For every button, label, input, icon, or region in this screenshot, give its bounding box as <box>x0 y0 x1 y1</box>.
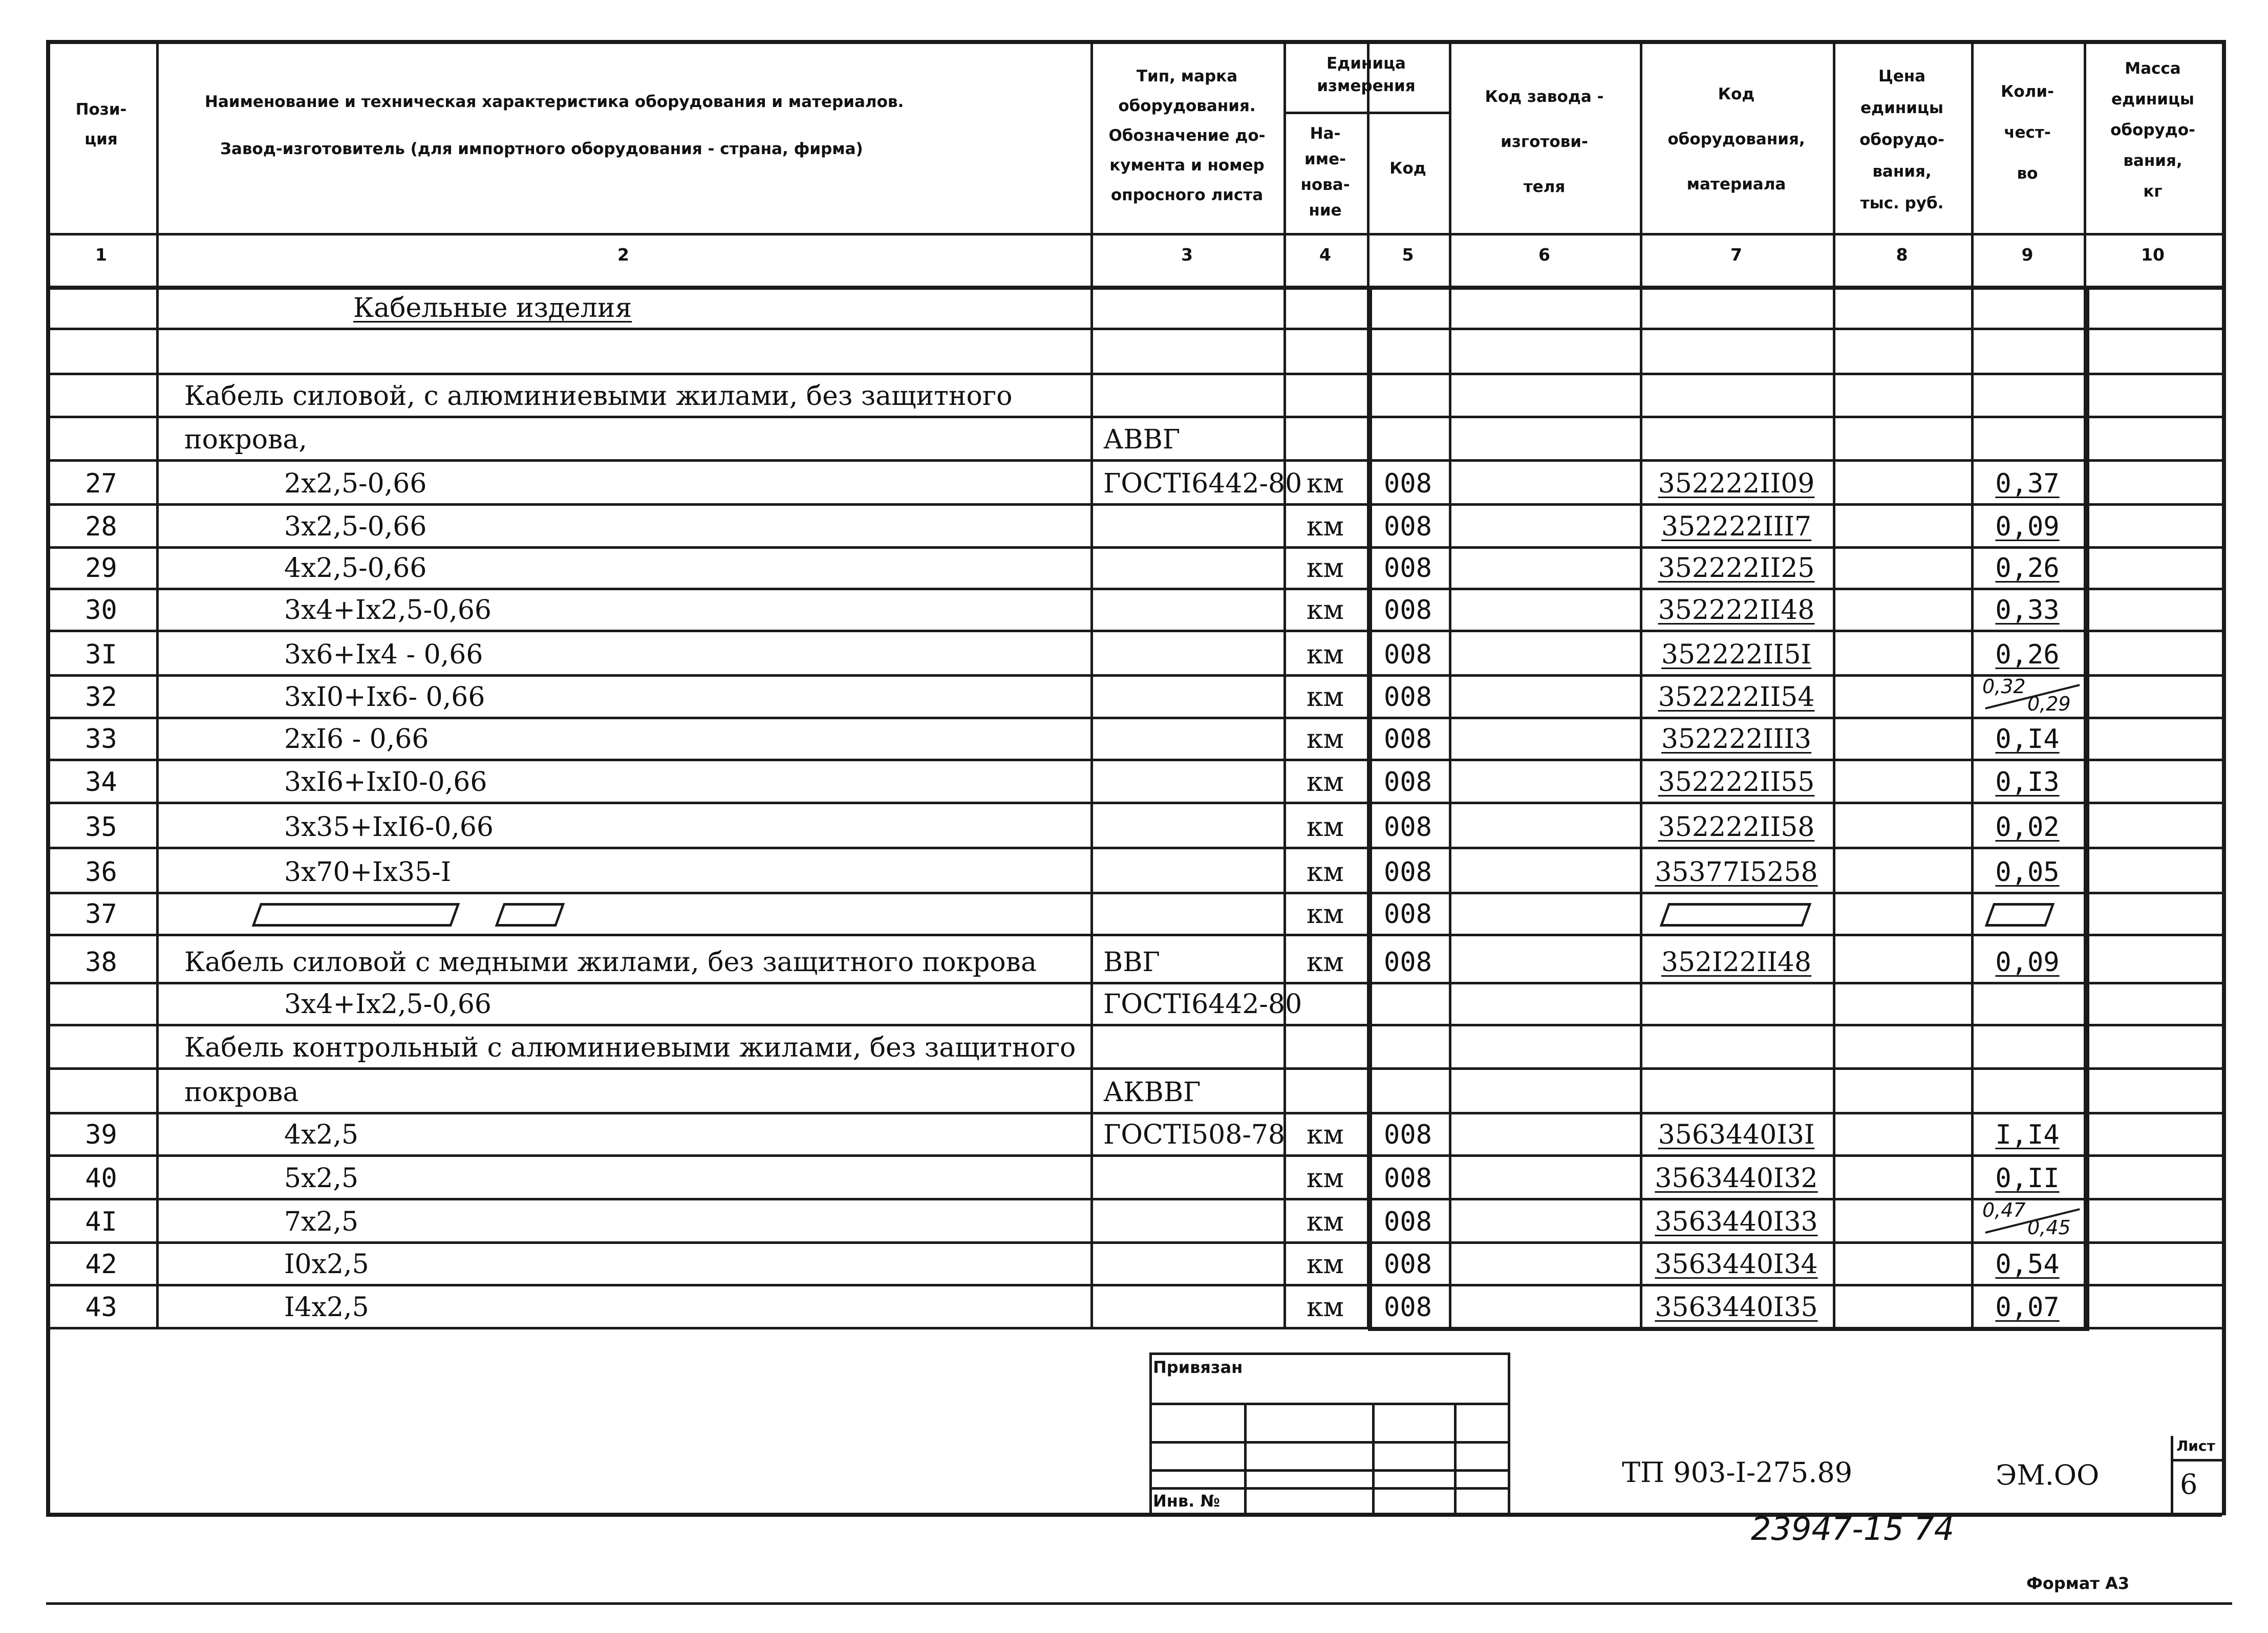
header-price: Цена <box>1878 67 1926 85</box>
sheet-number: 6 <box>2180 1468 2198 1500</box>
row-name: 2х2,5-0,66 <box>284 468 427 499</box>
row-type: ВВГ <box>1103 947 1160 978</box>
header-type: оборудования. <box>1118 97 1256 115</box>
row-unit: км <box>1307 724 1344 755</box>
sheet-box-line <box>2171 1436 2173 1515</box>
header-position: Пози- <box>75 100 127 119</box>
row-unit: км <box>1307 1120 1344 1150</box>
row-position: 34 <box>85 767 117 798</box>
deleted-entry-mark <box>252 903 460 927</box>
row-quantity: 0,26 <box>1995 553 2060 584</box>
row-unit-code: 008 <box>1384 511 1432 542</box>
row-type: АКВВГ <box>1103 1077 1201 1108</box>
header-line <box>46 233 2222 235</box>
row-name: 3х2,5-0,66 <box>284 511 427 542</box>
row-quantity: 0,09 <box>1995 511 2060 542</box>
column-line <box>2222 40 2226 1327</box>
row-name: 4х2,5 <box>284 1120 359 1150</box>
row-quantity: 0,37 <box>1995 468 2060 499</box>
column-line <box>1449 40 1451 1327</box>
row-unit-code: 008 <box>1384 468 1432 499</box>
row-line <box>46 1198 2222 1200</box>
header-price: вания, <box>1872 162 1932 181</box>
row-position: 33 <box>85 724 117 755</box>
bottom-left-border <box>46 1327 50 1515</box>
row-unit-code: 008 <box>1384 1207 1432 1237</box>
header-plant-code: Код завода - <box>1485 88 1604 106</box>
column-number: 4 <box>1319 245 1331 265</box>
row-line <box>46 459 2222 462</box>
frame-line <box>1368 1327 2089 1331</box>
quantity-old-value: 0,32 <box>1982 675 2026 698</box>
row-unit-code: 008 <box>1384 1120 1432 1150</box>
row-position: 38 <box>85 947 117 978</box>
header-unit-group: измерения <box>1317 77 1416 95</box>
row-unit: км <box>1307 468 1344 499</box>
row-unit-code: 008 <box>1384 812 1432 843</box>
bottom-right-border <box>2222 1327 2226 1515</box>
header-unit-name: име- <box>1304 150 1346 168</box>
row-unit: км <box>1307 812 1344 843</box>
row-line <box>46 892 2222 894</box>
column-number: 7 <box>1730 245 1742 265</box>
row-position: 27 <box>85 468 117 499</box>
row-line <box>46 328 2222 330</box>
sheet-box-line <box>2171 1459 2222 1462</box>
column-number: 8 <box>1896 245 1908 265</box>
header-type: опросного листа <box>1110 186 1264 204</box>
row-quantity: 0,II <box>1995 1163 2060 1194</box>
header-mass: кг <box>2143 182 2163 201</box>
row-unit: км <box>1307 857 1344 888</box>
row-line <box>46 759 2222 761</box>
row-line <box>46 373 2222 375</box>
row-position: 39 <box>85 1120 117 1150</box>
row-unit-code: 008 <box>1384 724 1432 755</box>
row-equipment-code: 352222II48 <box>1658 595 1815 626</box>
row-equipment-code: 3563440I33 <box>1655 1207 1818 1237</box>
row-name: 2хI6 - 0,66 <box>284 724 429 755</box>
row-name: 4х2,5-0,66 <box>284 553 427 584</box>
row-position: 40 <box>85 1163 117 1194</box>
header-equipment-code: Код <box>1718 85 1755 103</box>
format-label: Формат А3 <box>2026 1574 2130 1593</box>
row-type: ГОСТI6442-80 <box>1103 468 1302 499</box>
row-line <box>46 847 2222 849</box>
row-quantity: 0,26 <box>1995 639 2060 670</box>
row-line <box>46 416 2222 418</box>
row-unit-code: 008 <box>1384 899 1432 930</box>
stamp-line <box>1454 1403 1457 1515</box>
header-position: ция <box>84 130 118 148</box>
row-position: 30 <box>85 595 117 626</box>
row-position: 28 <box>85 511 117 542</box>
row-name: покрова, <box>184 424 307 455</box>
header-unit-group: Единица <box>1326 54 1406 73</box>
stamp-line <box>1149 1487 1508 1490</box>
row-unit-code: 008 <box>1384 639 1432 670</box>
row-unit: км <box>1307 1249 1344 1280</box>
row-line <box>46 674 2222 677</box>
row-name: Кабель силовой с медными жилами, без защитного покрова <box>184 947 1037 978</box>
row-unit: км <box>1307 553 1344 584</box>
column-number: 1 <box>95 245 107 265</box>
row-type: ГОСТI508-78 <box>1103 1120 1286 1150</box>
row-type: ГОСТI6442-80 <box>1103 989 1302 1020</box>
header-equipment-code: материала <box>1686 175 1786 194</box>
row-equipment-code: 3563440I35 <box>1655 1292 1818 1323</box>
header-price: тыс. руб. <box>1860 194 1944 212</box>
row-unit-code: 008 <box>1384 1249 1432 1280</box>
row-line <box>46 717 2222 719</box>
row-line <box>46 1067 2222 1070</box>
row-name: I4х2,5 <box>284 1292 369 1323</box>
row-name: I0х2,5 <box>284 1249 369 1280</box>
row-name: покрова <box>184 1077 299 1108</box>
column-line <box>156 40 159 1327</box>
row-line <box>46 588 2222 590</box>
row-name: 3хI0+Iх6- 0,66 <box>284 682 485 713</box>
row-name: 3х4+Iх2,5-0,66 <box>284 989 491 1020</box>
header-quantity: Коли- <box>2001 82 2054 101</box>
row-quantity: 0,07 <box>1995 1292 2060 1323</box>
row-quantity: 0,I3 <box>1995 767 2060 798</box>
section-code: ЭМ.ОО <box>1996 1459 2100 1491</box>
row-unit: км <box>1307 767 1344 798</box>
row-line <box>46 802 2222 804</box>
row-unit: км <box>1307 899 1344 930</box>
row-quantity: I,I4 <box>1995 1120 2060 1150</box>
row-unit: км <box>1307 511 1344 542</box>
row-quantity: 0,I4 <box>1995 724 2060 755</box>
row-unit-code: 008 <box>1384 553 1432 584</box>
row-unit-code: 008 <box>1384 1163 1432 1194</box>
row-equipment-code: 3563440I3I <box>1658 1120 1815 1150</box>
row-equipment-code: 352222II5I <box>1661 639 1812 670</box>
header-plant-code: изготови- <box>1501 133 1588 151</box>
column-number: 5 <box>1402 245 1414 265</box>
deleted-entry-mark <box>1660 903 1812 927</box>
row-position: 37 <box>85 899 117 930</box>
quantity-new-value: 0,29 <box>2027 693 2071 715</box>
row-name: 3х70+Iх35-I <box>284 857 452 888</box>
column-number: 9 <box>2021 245 2034 265</box>
inventory-number-label: Инв. № <box>1153 1491 1220 1511</box>
header-unit-code: Код <box>1389 159 1426 178</box>
header-type: Тип, марка <box>1136 67 1238 85</box>
row-equipment-code: 352222II25 <box>1658 553 1815 584</box>
row-name: 3х35+IхI6-0,66 <box>284 812 494 843</box>
quantity-new-value: 0,45 <box>2027 1216 2071 1239</box>
row-name: Кабель контрольный с алюминиевыми жилами, без защитного <box>184 1033 1076 1063</box>
row-unit: км <box>1307 639 1344 670</box>
row-line <box>46 1241 2222 1244</box>
stamp-line <box>1149 1352 1508 1355</box>
row-unit-code: 008 <box>1384 857 1432 888</box>
header-type: Обозначение до- <box>1108 126 1266 145</box>
row-equipment-code: 352222II55 <box>1658 767 1815 798</box>
header-price: оборудо- <box>1859 131 1944 149</box>
row-unit: км <box>1307 1292 1344 1323</box>
stamp-line <box>1244 1403 1247 1515</box>
row-position: 43 <box>85 1292 117 1323</box>
section-title: Кабельные изделия <box>353 293 632 324</box>
row-equipment-code: 352222II09 <box>1658 468 1815 499</box>
row-line <box>46 630 2222 632</box>
row-unit-code: 008 <box>1384 1292 1432 1323</box>
header-unit-name: ние <box>1309 201 1342 220</box>
row-type: АВВГ <box>1103 424 1181 455</box>
frame-line <box>1368 286 2089 290</box>
row-unit-code: 008 <box>1384 595 1432 626</box>
column-line <box>1090 40 1093 1327</box>
row-position: 3I <box>85 639 117 670</box>
row-unit: км <box>1307 1207 1344 1237</box>
handwritten-inventory-number: 23947-15 74 <box>1751 1510 1955 1548</box>
row-quantity: 0,54 <box>1995 1249 2060 1280</box>
header-price: единицы <box>1860 99 1943 117</box>
row-line <box>46 1154 2222 1157</box>
row-unit: км <box>1307 1163 1344 1194</box>
row-equipment-code: 352222III3 <box>1661 724 1812 755</box>
privyazan-label: Привязан <box>1153 1358 1243 1377</box>
header-name: Завод-изготовитель (для импортного оборудования - страна, фирма) <box>220 140 863 158</box>
row-equipment-code: 35377I5258 <box>1655 857 1818 888</box>
row-name: 3х6+Iх4 - 0,66 <box>284 639 483 670</box>
header-mass: Масса <box>2125 59 2181 78</box>
row-quantity: 0,09 <box>1995 947 2060 978</box>
row-position: 4I <box>85 1207 117 1237</box>
row-equipment-code: 352222II58 <box>1658 812 1815 843</box>
row-name: 5х2,5 <box>284 1163 359 1194</box>
row-unit: км <box>1307 947 1344 978</box>
row-position: 35 <box>85 812 117 843</box>
row-equipment-code: 3563440I34 <box>1655 1249 1818 1280</box>
row-line <box>46 1284 2222 1286</box>
sheet-label: Лист <box>2176 1437 2215 1454</box>
row-line <box>46 503 2222 506</box>
row-equipment-code: 352222III7 <box>1661 511 1812 542</box>
row-position: 32 <box>85 682 117 713</box>
header-quantity: чест- <box>2004 123 2051 142</box>
row-quantity: 0,33 <box>1995 595 2060 626</box>
row-quantity: 0,02 <box>1995 812 2060 843</box>
header-unit-name: нова- <box>1300 176 1350 194</box>
column-line <box>1833 40 1835 1327</box>
row-equipment-code: 3563440I32 <box>1655 1163 1818 1194</box>
document-code: ТП 903-I-275.89 <box>1622 1456 1853 1489</box>
row-unit: км <box>1307 682 1344 713</box>
format-line <box>46 1602 2232 1605</box>
row-name: 7х2,5 <box>284 1207 359 1237</box>
row-name: 3х4+Iх2,5-0,66 <box>284 595 491 626</box>
header-equipment-code: оборудования, <box>1667 130 1805 148</box>
column-number: 2 <box>617 245 629 265</box>
column-number: 3 <box>1181 245 1193 265</box>
header-mass: оборудо- <box>2110 121 2195 139</box>
column-number: 10 <box>2141 245 2165 265</box>
row-unit-code: 008 <box>1384 947 1432 978</box>
frame-line <box>2085 286 2089 1327</box>
stamp-line <box>1149 1352 1152 1515</box>
row-position: 29 <box>85 553 117 584</box>
header-unit-name: На- <box>1310 124 1341 143</box>
deleted-entry-mark <box>495 903 565 927</box>
row-line <box>46 1112 2222 1114</box>
deleted-entry-mark <box>1985 903 2055 927</box>
row-unit: км <box>1307 595 1344 626</box>
header-quantity: во <box>2017 164 2038 183</box>
header-mass: единицы <box>2111 90 2194 109</box>
row-position: 36 <box>85 857 117 888</box>
top-border <box>46 40 2222 44</box>
row-name: 3хI6+IхI0-0,66 <box>284 767 487 798</box>
row-line <box>46 1024 2222 1026</box>
row-line <box>46 934 2222 936</box>
row-unit-code: 008 <box>1384 682 1432 713</box>
row-name: Кабель силовой, с алюминиевыми жилами, без защитного <box>184 381 1013 412</box>
header-mass: вания, <box>2123 152 2183 170</box>
unit-group-line <box>1283 112 1449 114</box>
header-plant-code: теля <box>1523 178 1566 196</box>
header-type: кумента и номер <box>1109 156 1265 175</box>
quantity-old-value: 0,47 <box>1982 1199 2026 1221</box>
row-equipment-code: 352222II54 <box>1658 682 1815 713</box>
row-unit-code: 008 <box>1384 767 1432 798</box>
row-line <box>46 982 2222 984</box>
header-name: Наименование и техническая характеристика оборудования и материалов. <box>205 93 904 111</box>
column-number: 6 <box>1538 245 1550 265</box>
row-line <box>46 546 2222 549</box>
stamp-line <box>1508 1352 1510 1515</box>
stamp-line <box>1372 1403 1375 1515</box>
row-quantity: 0,05 <box>1995 857 2060 888</box>
row-position: 42 <box>85 1249 117 1280</box>
row-equipment-code: 352I22II48 <box>1661 947 1812 978</box>
